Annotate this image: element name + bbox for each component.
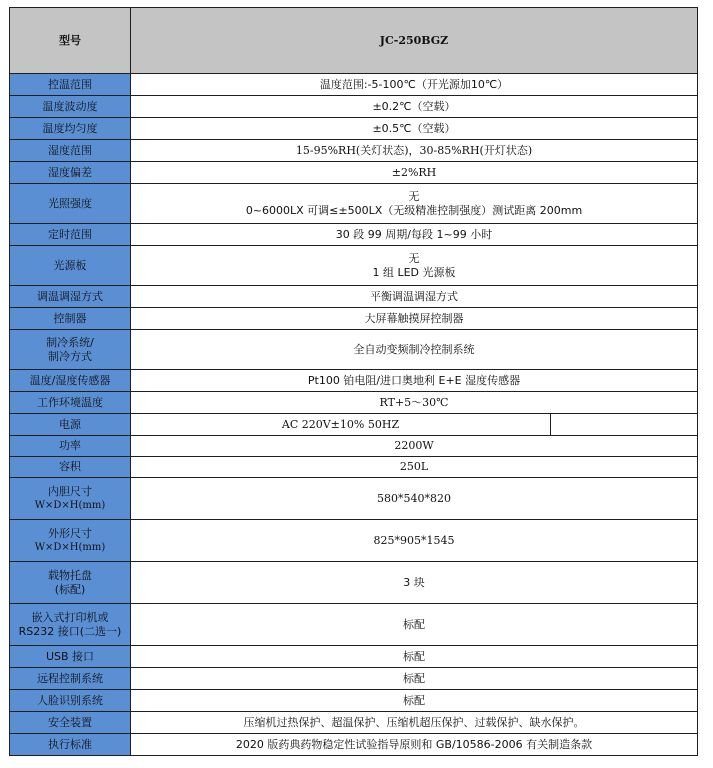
row-label: 定时范围	[10, 224, 131, 246]
row-label	[10, 478, 131, 520]
table-row	[10, 330, 698, 370]
row-value: AC 220V±10% 50HZ	[131, 414, 551, 436]
row-label: 远程控制系统	[10, 668, 131, 690]
row-value: 15-95%RH(关灯状态)，30-85%RH(开灯状态)	[131, 140, 698, 162]
model-value: JC-250BGZ	[131, 8, 698, 74]
table-row	[10, 562, 698, 604]
label-line: 载物托盘	[48, 568, 92, 582]
row-label: 人脸识别系统	[10, 690, 131, 712]
label-line: 内胆尺寸	[48, 484, 92, 498]
row-value: 平衡调温调湿方式	[131, 286, 698, 308]
row-value: 250L	[131, 457, 698, 478]
table-row	[10, 246, 698, 286]
table-row	[10, 436, 698, 457]
row-value: 标配	[131, 668, 698, 690]
row-value: ±0.2℃（空载）	[131, 96, 698, 118]
label-line: (标配)	[54, 582, 86, 596]
value-line: 无	[408, 189, 420, 203]
header-row	[10, 8, 698, 74]
row-label: 安全装置	[10, 712, 131, 734]
row-value: 580*540*820	[131, 478, 698, 520]
table-row	[10, 414, 698, 436]
value-line: 无	[408, 251, 420, 265]
table-row	[10, 162, 698, 184]
model-label: 型号	[10, 8, 131, 74]
row-label: 电源	[10, 414, 131, 436]
label-line: 嵌入式打印机或	[31, 610, 109, 624]
table-row	[10, 308, 698, 330]
row-value: 825*905*1545	[131, 520, 698, 562]
table-row	[10, 712, 698, 734]
row-value: 温度范围:-5-100℃（开光源加10℃）	[131, 74, 698, 96]
row-label: 光照强度	[10, 184, 131, 224]
row-label: 光源板	[10, 246, 131, 286]
row-value: 标配	[131, 646, 698, 668]
row-label: USB 接口	[10, 646, 131, 668]
table-row	[10, 392, 698, 414]
row-value: ±0.5℃（空载）	[131, 118, 698, 140]
row-value-extra	[551, 414, 698, 436]
row-label: 温度波动度	[10, 96, 131, 118]
value-line: 1 组 LED 光源板	[372, 265, 456, 279]
row-label: 调温调湿方式	[10, 286, 131, 308]
label-line: RS232 接口(二选一)	[18, 624, 122, 638]
table-row	[10, 478, 698, 520]
table-row	[10, 690, 698, 712]
label-line: 制冷系统/	[46, 335, 94, 349]
row-value: 2020 版药典药物稳定性试验指导原则和 GB/10586-2006 有关制造条款	[131, 734, 698, 756]
row-label	[10, 562, 131, 604]
value-line: 0~6000LX 可调≤±500LX（无级精准控制强度）测试距离 200mm	[245, 203, 583, 217]
table-row	[10, 734, 698, 756]
table-row	[10, 457, 698, 478]
row-label: 工作环境温度	[10, 392, 131, 414]
table-row	[10, 604, 698, 646]
label-line: W×D×H(mm)	[34, 499, 106, 511]
row-value: 压缩机过热保护、超温保护、压缩机超压保护、过载保护、缺水保护。	[131, 712, 698, 734]
row-value: 大屏幕触摸屏控制器	[131, 308, 698, 330]
table-row	[10, 286, 698, 308]
row-value: ±2%RH	[131, 162, 698, 184]
row-label: 湿度偏差	[10, 162, 131, 184]
row-value: RT+5～30℃	[131, 392, 698, 414]
table-row	[10, 646, 698, 668]
table-row	[10, 140, 698, 162]
row-value	[131, 246, 698, 286]
row-label	[10, 604, 131, 646]
row-value: 全自动变频制冷控制系统	[131, 330, 698, 370]
row-label: 容积	[10, 457, 131, 478]
row-label: 控温范围	[10, 74, 131, 96]
table-row	[10, 74, 698, 96]
table-row	[10, 96, 698, 118]
row-label: 执行标准	[10, 734, 131, 756]
row-value: 2200W	[131, 436, 698, 457]
table-row	[10, 184, 698, 224]
row-label: 温度均匀度	[10, 118, 131, 140]
row-label: 功率	[10, 436, 131, 457]
row-label: 控制器	[10, 308, 131, 330]
row-value: 标配	[131, 690, 698, 712]
row-value: Pt100 铂电阻/进口奥地利 E+E 湿度传感器	[131, 370, 698, 392]
table-row	[10, 118, 698, 140]
row-value: 3 块	[131, 562, 698, 604]
row-value: 标配	[131, 604, 698, 646]
row-label: 温度/湿度传感器	[10, 370, 131, 392]
table-row	[10, 520, 698, 562]
row-label	[10, 520, 131, 562]
table-row	[10, 224, 698, 246]
row-value: 30 段 99 周期/每段 1~99 小时	[131, 224, 698, 246]
label-line: 外形尺寸	[48, 526, 92, 540]
label-line: W×D×H(mm)	[34, 541, 106, 553]
spec-table	[9, 7, 698, 756]
row-value	[131, 184, 698, 224]
row-label	[10, 330, 131, 370]
table-row	[10, 668, 698, 690]
table-row	[10, 370, 698, 392]
label-line: 制冷方式	[48, 349, 92, 363]
row-label: 湿度范围	[10, 140, 131, 162]
